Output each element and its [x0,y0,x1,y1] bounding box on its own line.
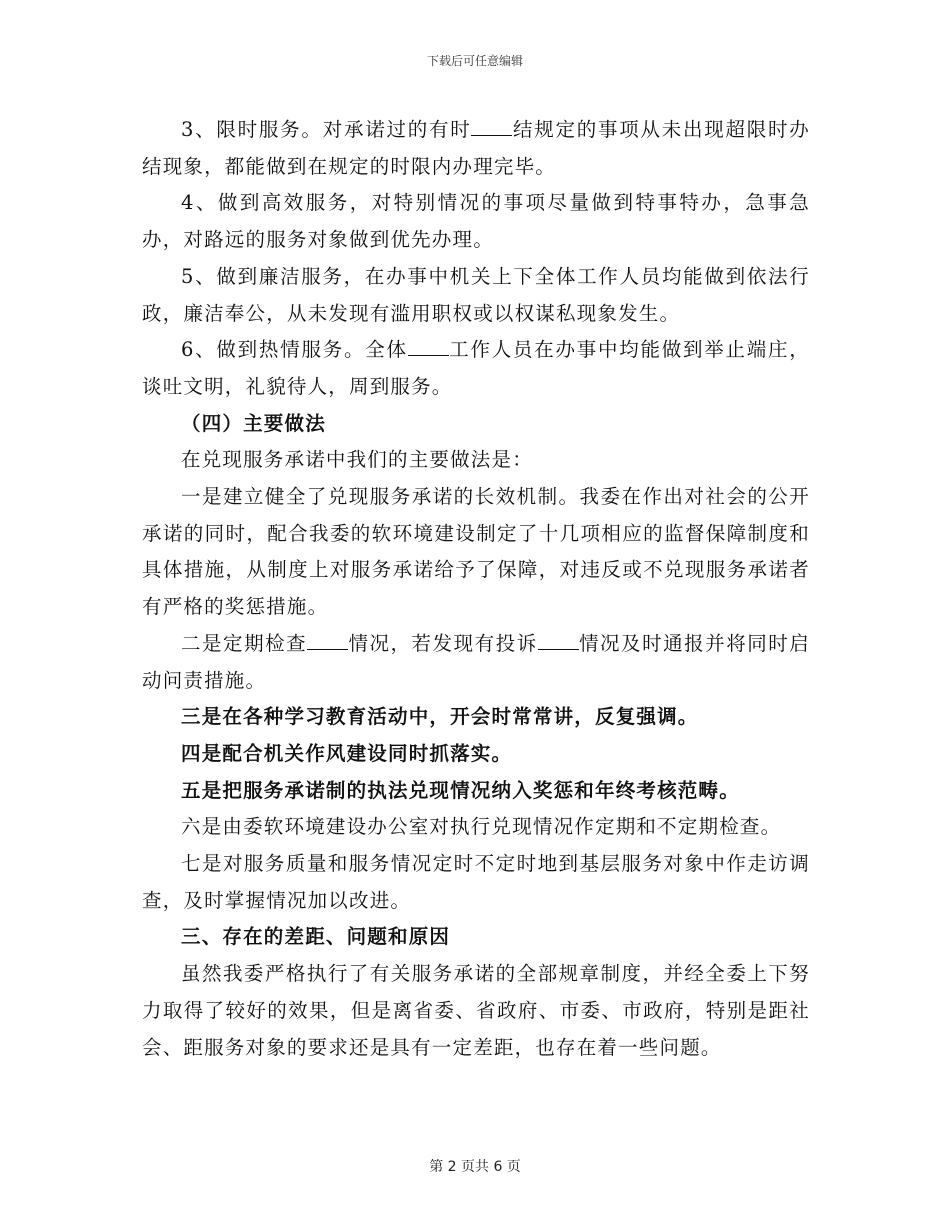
paragraph-method-2 [142,626,810,699]
paragraph-text: 情况及时通报并将同时启动问责措施。 [142,631,811,692]
paragraph-text: 3、限时服务。对承诺过的有时 [181,118,472,141]
page-footer: 第 2 页共 6 页 [429,1159,521,1175]
paragraph-limit-service [142,112,810,185]
blank-underline [408,337,449,357]
blank-underline [307,630,348,650]
paragraph-text: 结规定的事项从未出现超限时办结现象，都能做到在规定的时限内办理完毕。 [142,118,810,178]
paragraph-method-6: 六是由委软环境建设办公室对执行兑现情况作定期和不定期检查。 [181,815,782,839]
paragraph-text: 6、做到热情服务。全体 [181,338,408,362]
paragraph-efficient-service: 4、做到高效服务，对特别情况的事项尽量做到特事特办，急事急办，对路远的服务对象做到优先办理。 [142,191,810,252]
paragraph-text: 情况，若发现有投诉 [348,631,538,655]
paragraph-warm-service [142,332,810,405]
paragraph-gaps: 虽然我委严格执行了有关服务承诺的全部规章制度，并经全委上下努力取得了较好的效果，但是离省委、省政府、市委、市政府，特别是距社会、距服务对象的要求还是具有一定差距，也存在着一些问题。 [142,962,810,1059]
page-header: 下载后可任意编辑 [426,54,523,68]
paragraph-clean-service: 5、做到廉洁服务，在办事中机关上下全体工作人员均能做到依法行政，廉洁奉公，从未发现有滥用职权或以权谋私现象发生。 [142,264,810,325]
document-body [142,112,810,1066]
paragraph-methods-intro: 在兑现服务承诺中我们的主要做法是： [181,448,533,472]
blank-underline [538,630,579,650]
paragraph-method-1: 一是建立健全了兑现服务承诺的长效机制。我委在作出对社会的公开承诺的同时，配合我委的软环境建设制定了十几项相应的监督保障制度和具体措施，从制度上对服务承诺给予了保障，对违反或不兑现服务承诺者有严格的奖惩措施。 [142,485,810,619]
paragraph-method-5: 五是把服务承诺制的执法兑现情况纳入奖惩和年终考核范畴。 [181,778,740,802]
paragraph-method-4: 四是配合机关作风建设同时抓落实。 [181,741,513,765]
section-heading-gaps: 三、存在的差距、问题和原因 [181,925,451,949]
paragraph-method-7: 七是对服务质量和服务情况定时不定时地到基层服务对象中作走访调查，及时掌握情况加以改进。 [142,852,810,912]
paragraph-text: 工作人员在办事中均能做到举止端庄，谈吐文明，礼貌待人，周到服务。 [142,338,810,398]
paragraph-text: 二是定期检查 [181,631,308,655]
paragraph-method-3: 三是在各种学习教育活动中，开会时常常讲，反复强调。 [181,705,699,729]
blank-underline [471,116,512,136]
section-heading-main-methods: （四）主要做法 [181,411,326,435]
